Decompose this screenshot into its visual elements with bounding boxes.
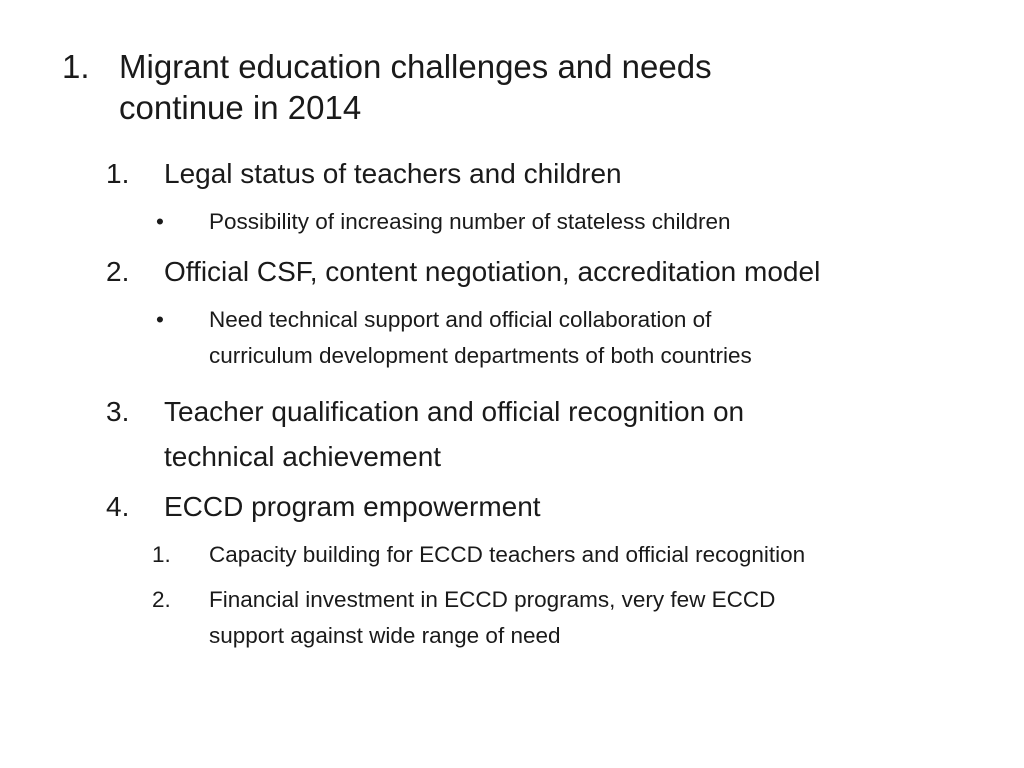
bullet-item: [152, 302, 1009, 374]
numbered-subitem: [152, 582, 1009, 654]
list-item-level2-2: [106, 252, 994, 292]
numbered-subitem: [152, 537, 1009, 573]
list-item-level2-3: [106, 389, 994, 479]
bullet-item: [152, 204, 1009, 240]
list-marker: 4.: [106, 491, 130, 522]
bullet-text: [209, 302, 1009, 374]
bullet-text: Possibility of increasing number of stateless children: [209, 209, 731, 234]
list-marker: 2.: [152, 587, 171, 612]
text-line: curriculum development departments of both countries: [209, 343, 752, 368]
list-item-text: Capacity building for ECCD teachers and official recognition: [209, 542, 806, 567]
bullet-marker: •: [156, 307, 164, 332]
text-line: technical achievement: [164, 441, 442, 472]
text-line: Migrant education challenges and needs: [119, 48, 712, 85]
text-line: Financial investment in ECCD programs, very few ECCD: [209, 587, 776, 612]
text-line: Teacher qualification and official recognition on: [164, 396, 745, 427]
list-item-text: [119, 46, 899, 128]
list-marker: 1.: [106, 158, 130, 189]
list-item-text: [209, 582, 1009, 654]
list-marker: 3.: [106, 396, 130, 427]
list-item-text: Official CSF, content negotiation, accreditation model: [164, 256, 821, 287]
list-marker: 2.: [106, 256, 130, 287]
list-item-text: [164, 389, 994, 479]
list-item-text: Legal status of teachers and children: [164, 158, 622, 189]
text-line: Need technical support and official collaboration of: [209, 307, 712, 332]
list-marker: 1.: [62, 48, 90, 85]
list-item-level2-4: [106, 487, 994, 527]
list-marker: 1.: [152, 542, 171, 567]
bullet-marker: •: [156, 209, 164, 234]
text-line: continue in 2014: [119, 89, 362, 126]
list-item-level2-1: [106, 154, 994, 194]
list-item-text: ECCD program empowerment: [164, 491, 541, 522]
text-line: support against wide range of need: [209, 623, 561, 648]
list-item-level1-1: [62, 46, 899, 128]
